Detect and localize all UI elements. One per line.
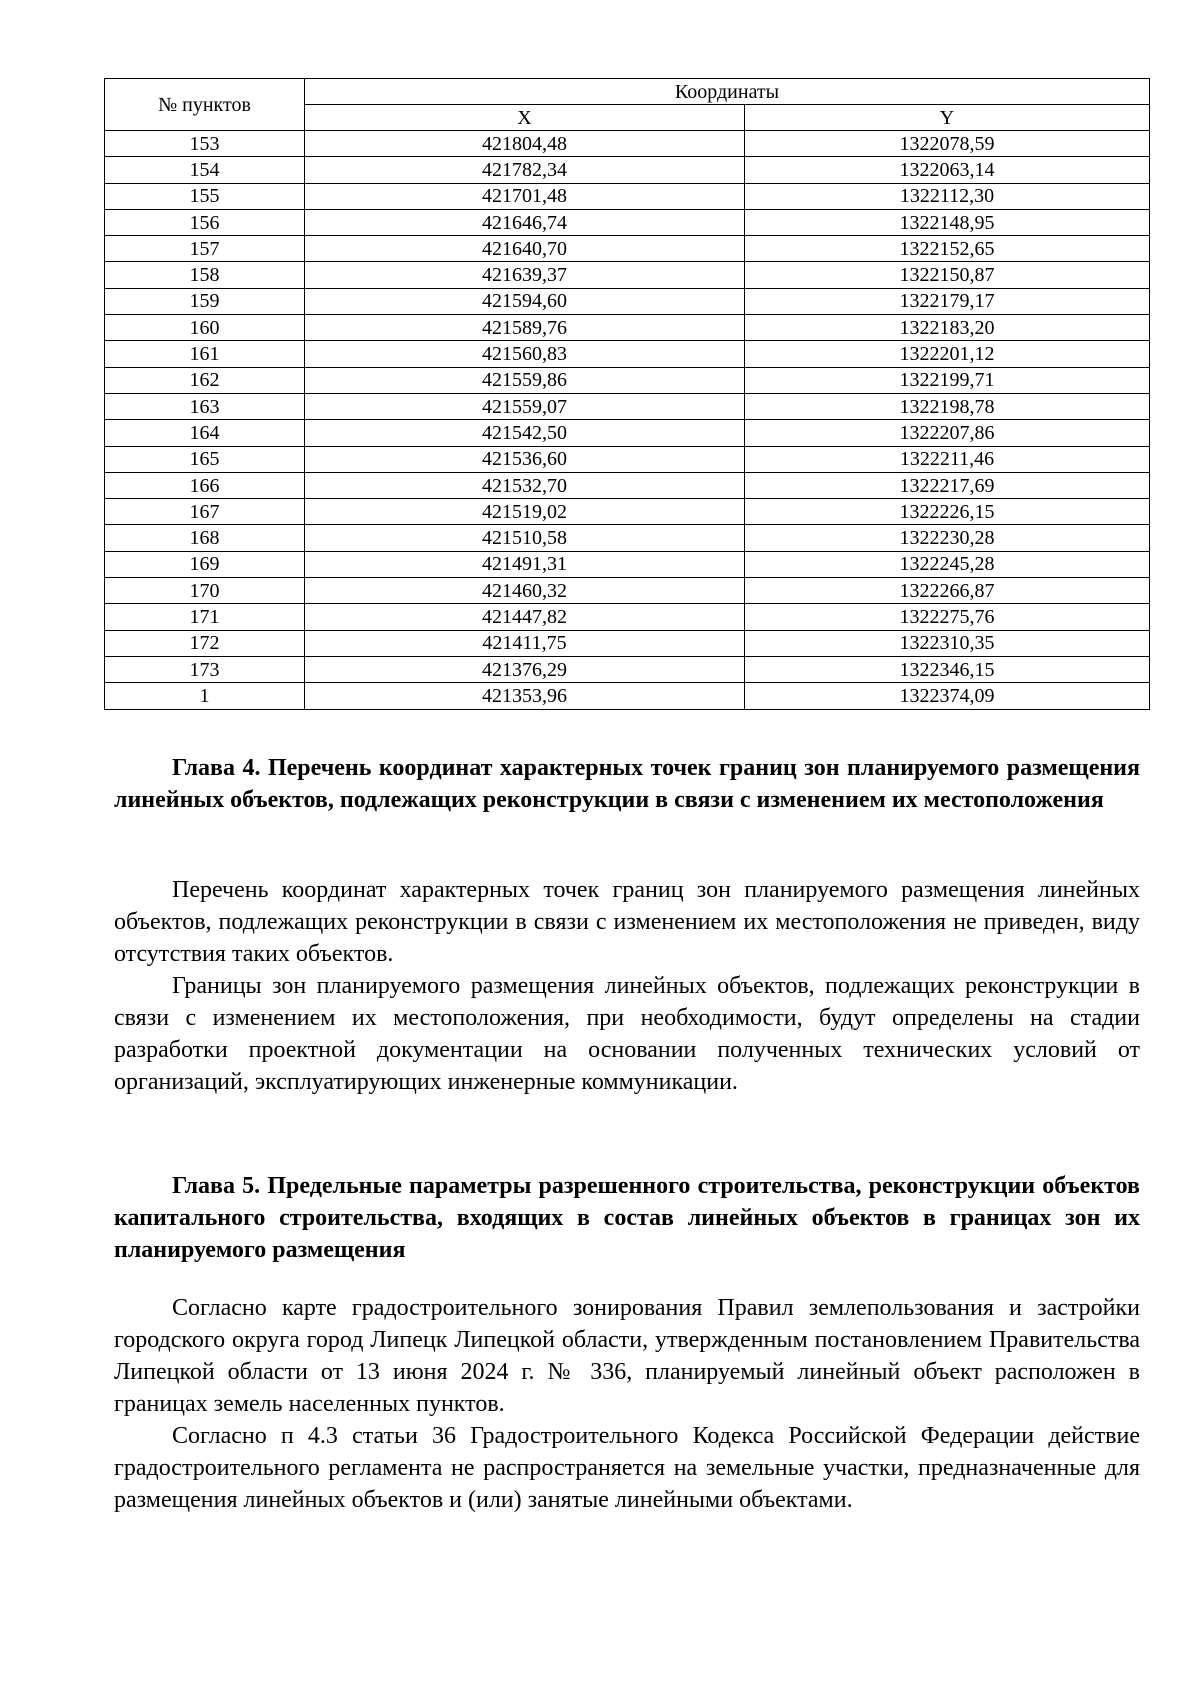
- cell-y: 1322245,28: [745, 551, 1150, 577]
- cell-y: 1322266,87: [745, 578, 1150, 604]
- table-row: [105, 157, 1150, 183]
- cell-point-number: 166: [105, 472, 305, 498]
- cell-point-number: 153: [105, 131, 305, 157]
- cell-x: 421460,32: [305, 578, 745, 604]
- cell-point-number: 161: [105, 341, 305, 367]
- cell-x: 421519,02: [305, 499, 745, 525]
- table-row: [105, 499, 1150, 525]
- cell-y: 1322226,15: [745, 499, 1150, 525]
- table-row: [105, 262, 1150, 288]
- cell-x: 421589,76: [305, 315, 745, 341]
- chapter-5-heading-block: [114, 1170, 1140, 1266]
- chapter-4-heading-block: [114, 752, 1140, 816]
- chapter-5-body: [114, 1292, 1140, 1516]
- chapter-5-paragraph-1: Согласно карте градостроительного зонирования Правил землепользования и застройки городского округа город Липецк Липецкой области, утвержденным постановлением Правительства Липецкой области от 13 июня 2024 г. № 336, планируемый линейный объект расположен в границах земель населенных пунктов.: [114, 1295, 1140, 1417]
- header-x: X: [305, 105, 745, 131]
- cell-x: 421804,48: [305, 131, 745, 157]
- cell-y: 1322183,20: [745, 315, 1150, 341]
- cell-x: 421646,74: [305, 209, 745, 235]
- cell-y: 1322150,87: [745, 262, 1150, 288]
- header-point-number: № пунктов: [105, 79, 305, 131]
- table-row: [105, 472, 1150, 498]
- cell-x: 421510,58: [305, 525, 745, 551]
- chapter-4-paragraph-2: Границы зон планируемого размещения линейных объектов, подлежащих реконструкции в связи с изменением их местоположения, при необходимости, будут определены на стадии разработки проектной документации на основании полученных технических условий от организаций, эксплуатирующих инженерные коммуникации.: [114, 973, 1140, 1095]
- cell-x: 421640,70: [305, 236, 745, 262]
- table-row: [105, 420, 1150, 446]
- header-coordinates: Координаты: [305, 79, 1150, 105]
- cell-x: 421594,60: [305, 288, 745, 314]
- table-header-row: [105, 79, 1150, 105]
- cell-x: 421701,48: [305, 183, 745, 209]
- cell-point-number: 1: [105, 683, 305, 709]
- table-row: [105, 315, 1150, 341]
- cell-point-number: 162: [105, 367, 305, 393]
- cell-y: 1322063,14: [745, 157, 1150, 183]
- cell-point-number: 168: [105, 525, 305, 551]
- cell-y: 1322198,78: [745, 393, 1150, 419]
- table-row: [105, 236, 1150, 262]
- cell-y: 1322199,71: [745, 367, 1150, 393]
- cell-point-number: 160: [105, 315, 305, 341]
- cell-y: 1322148,95: [745, 209, 1150, 235]
- cell-point-number: 171: [105, 604, 305, 630]
- chapter-5-heading: Глава 5. Предельные параметры разрешенного строительства, реконструкции объектов капитального строительства, входящих в состав линейных объектов в границах зон их планируемого размещения: [114, 1173, 1140, 1263]
- chapter-4-body: [114, 874, 1140, 1098]
- cell-point-number: 169: [105, 551, 305, 577]
- table-row: [105, 209, 1150, 235]
- cell-x: 421560,83: [305, 341, 745, 367]
- cell-point-number: 172: [105, 630, 305, 656]
- cell-point-number: 164: [105, 420, 305, 446]
- chapter-4-heading: Глава 4. Перечень координат характерных точек границ зон планируемого размещения линейных объектов, подлежащих реконструкции в связи с изменением их местоположения: [114, 755, 1140, 813]
- cell-y: 1322310,35: [745, 630, 1150, 656]
- coordinates-table: [104, 78, 1150, 710]
- table-row: [105, 367, 1150, 393]
- table-row: [105, 288, 1150, 314]
- cell-x: 421542,50: [305, 420, 745, 446]
- cell-x: 421491,31: [305, 551, 745, 577]
- cell-point-number: 155: [105, 183, 305, 209]
- table-row: [105, 183, 1150, 209]
- table-row: [105, 341, 1150, 367]
- cell-y: 1322346,15: [745, 656, 1150, 682]
- cell-x: 421532,70: [305, 472, 745, 498]
- cell-point-number: 158: [105, 262, 305, 288]
- cell-y: 1322230,28: [745, 525, 1150, 551]
- cell-x: 421353,96: [305, 683, 745, 709]
- cell-y: 1322217,69: [745, 472, 1150, 498]
- table-row: [105, 131, 1150, 157]
- cell-y: 1322275,76: [745, 604, 1150, 630]
- chapter-4-paragraph-1: Перечень координат характерных точек границ зон планируемого размещения линейных объектов, подлежащих реконструкции в связи с изменением их местоположения не приведен, виду отсутствия таких объектов.: [114, 877, 1140, 967]
- table-row: [105, 525, 1150, 551]
- header-y: Y: [745, 105, 1150, 131]
- table-row: [105, 604, 1150, 630]
- cell-point-number: 156: [105, 209, 305, 235]
- table-row: [105, 683, 1150, 709]
- table-row: [105, 393, 1150, 419]
- table-row: [105, 551, 1150, 577]
- cell-y: 1322152,65: [745, 236, 1150, 262]
- cell-point-number: 167: [105, 499, 305, 525]
- cell-y: 1322078,59: [745, 131, 1150, 157]
- cell-x: 421376,29: [305, 656, 745, 682]
- cell-x: 421782,34: [305, 157, 745, 183]
- cell-x: 421536,60: [305, 446, 745, 472]
- table-row: [105, 656, 1150, 682]
- chapter-5-paragraph-2: Согласно п 4.3 статьи 36 Градостроительного Кодекса Российской Федерации действие градостроительного регламента не распространяется на земельные участки, предназначенные для размещения линейных объектов и (или) занятые линейными объектами.: [114, 1423, 1140, 1513]
- cell-x: 421559,07: [305, 393, 745, 419]
- cell-x: 421411,75: [305, 630, 745, 656]
- cell-y: 1322211,46: [745, 446, 1150, 472]
- cell-point-number: 170: [105, 578, 305, 604]
- cell-point-number: 159: [105, 288, 305, 314]
- cell-point-number: 163: [105, 393, 305, 419]
- cell-x: 421559,86: [305, 367, 745, 393]
- cell-x: 421447,82: [305, 604, 745, 630]
- cell-point-number: 157: [105, 236, 305, 262]
- cell-y: 1322374,09: [745, 683, 1150, 709]
- cell-y: 1322112,30: [745, 183, 1150, 209]
- cell-point-number: 154: [105, 157, 305, 183]
- cell-y: 1322201,12: [745, 341, 1150, 367]
- cell-point-number: 173: [105, 656, 305, 682]
- cell-y: 1322207,86: [745, 420, 1150, 446]
- table-row: [105, 630, 1150, 656]
- cell-x: 421639,37: [305, 262, 745, 288]
- cell-point-number: 165: [105, 446, 305, 472]
- cell-y: 1322179,17: [745, 288, 1150, 314]
- table-row: [105, 578, 1150, 604]
- table-row: [105, 446, 1150, 472]
